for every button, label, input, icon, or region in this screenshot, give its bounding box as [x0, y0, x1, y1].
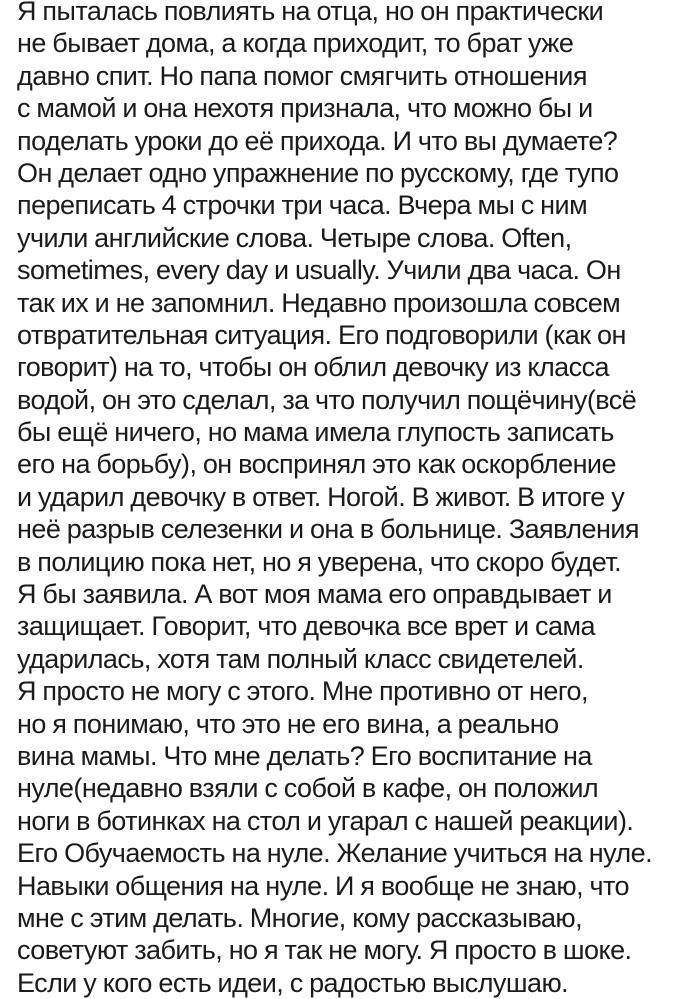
text-line-24: вина мамы. Что мне делать? Его воспитание на	[17, 740, 592, 771]
text-line-1: Я пыталась повлиять на отца, но он практически	[17, 0, 604, 26]
text-line-5: поделать уроки до её прихода. И что вы думаете?	[17, 125, 618, 156]
text-line-28: Навыки общения на нуле. И я вообще не знаю, что	[17, 870, 629, 901]
text-line-29: мне с этим делать. Многие, кому рассказываю,	[17, 902, 583, 933]
text-line-31: Если у кого есть идеи, с радостью выслушаю.	[17, 967, 569, 998]
text-line-12: говорит) на то, чтобы он облил девочку из класса	[17, 352, 609, 383]
text-line-10: так их и не запомнил. Недавно произошла совсем	[17, 287, 621, 318]
text-line-14: бы ещё ничего, но мама имела глупость записать	[17, 417, 614, 448]
text-line-13: водой, он это сделал, за что получил пощёчину(всё	[17, 384, 637, 415]
post-text	[17, 0, 697, 999]
text-line-18: в полицию пока нет, но я уверена, что скоро будет.	[17, 546, 622, 577]
text-line-9: sometimes, every day и usually. Учили два часа. Он	[17, 255, 621, 286]
text-line-7: переписать 4 строчки три часа. Вчера мы с ним	[17, 190, 588, 221]
text-line-26: ноги в ботинках на стол и угарал с нашей реакции).	[17, 805, 634, 836]
text-line-2: не бывает дома, а когда приходит, то брат уже	[17, 28, 574, 59]
text-line-16: и ударил девочку в ответ. Ногой. В живот. В итоге у	[17, 481, 625, 512]
text-line-22: Я просто не могу с этого. Мне противно от него,	[17, 676, 588, 707]
text-line-30: советуют забить, но я так не могу. Я просто в шоке.	[17, 935, 632, 966]
text-line-8: учили английские слова. Четыре слова. Often,	[17, 222, 572, 253]
text-line-4: с мамой и она нехотя признала, что можно бы и	[17, 93, 593, 124]
text-line-21: ударилась, хотя там полный класс свидетелей.	[17, 643, 584, 674]
text-line-23: но я понимаю, что это не его вина, а реально	[17, 708, 559, 739]
text-line-3: давно спит. Но папа помог смягчить отношения	[17, 60, 587, 91]
text-line-15: его на борьбу), он воспринял это как оскорбление	[17, 449, 616, 480]
text-line-11: отвратительная ситуация. Его подговорили (как он	[17, 319, 626, 350]
text-line-20: защищает. Говорит, что девочка все врет и сама	[17, 611, 595, 642]
text-line-19: Я бы заявила. А вот моя мама его оправдывает и	[17, 579, 612, 610]
text-line-25: нуле(недавно взяли с собой в кафе, он положил	[17, 773, 599, 804]
text-line-27: Его Обучаемость на нуле. Желание учиться на нуле.	[17, 838, 653, 869]
text-line-6: Он делает одно упражнение по русскому, где тупо	[17, 157, 619, 188]
text-line-17: неё разрыв селезенки и она в больнице. Заявления	[17, 514, 639, 545]
